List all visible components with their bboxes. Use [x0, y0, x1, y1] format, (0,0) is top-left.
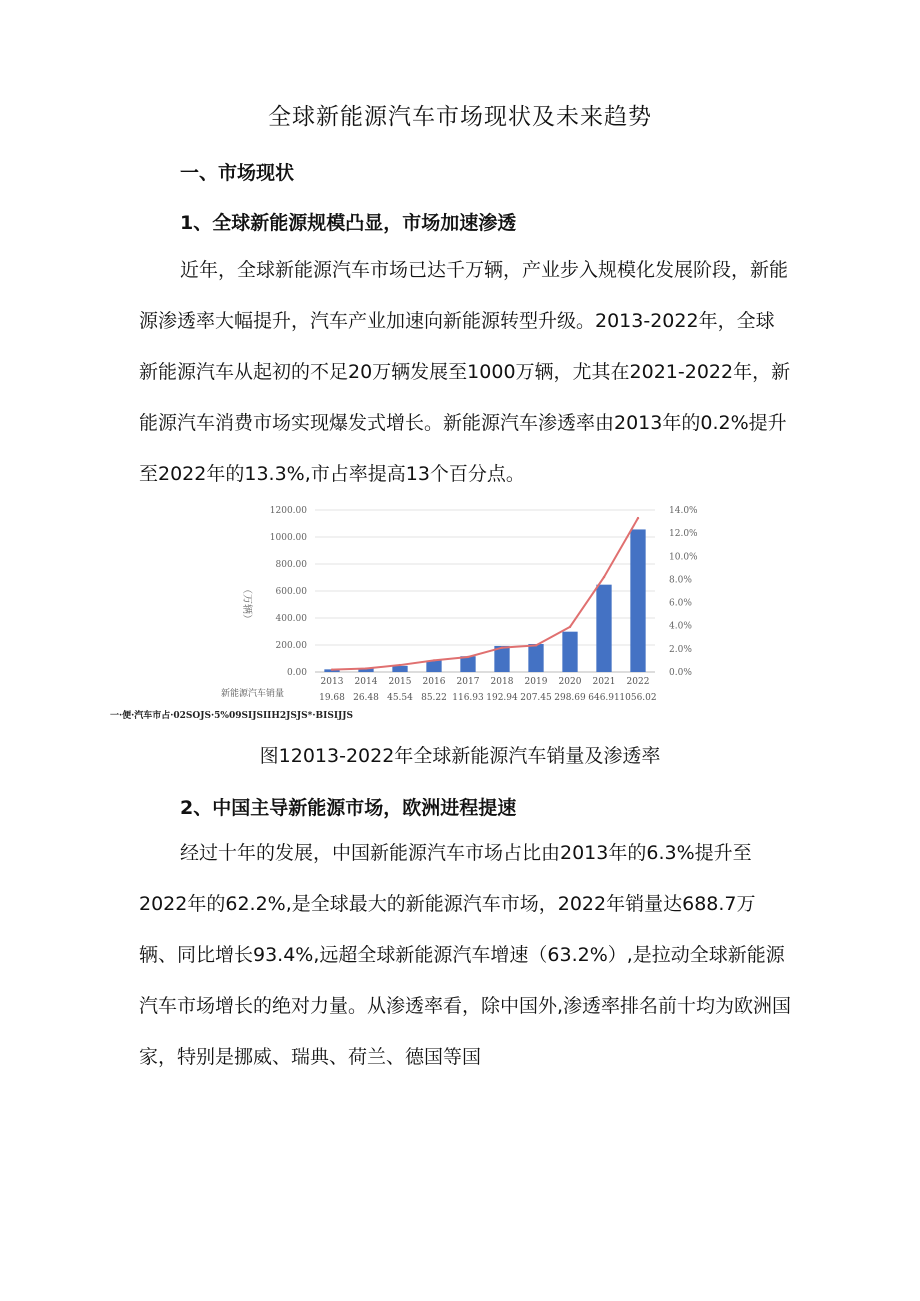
x-tick-label: 2018: [490, 677, 514, 687]
left-tick-label: 800.00: [275, 560, 307, 570]
x-tick-label: 2016: [422, 677, 446, 687]
bar-value-label: 1056.02: [619, 693, 657, 703]
line-series: [331, 517, 639, 671]
right-tick-label: 6.0%: [669, 598, 692, 609]
document-title: 全球新能源汽车市场现状及未来趋势: [268, 104, 652, 130]
y-axis-label: （万辆）: [241, 584, 252, 624]
bar: [392, 666, 407, 672]
right-tick-label: 8.0%: [669, 575, 692, 586]
paragraph-2: 经过十年的发展，中国新能源汽车市场占比由2013年的6.3%提升至2022年的62.2%,是全球最大的新能源汽车市场，2022年销量达688.7万辆、同比增长93.4%,远超全球新能源汽车增速（63.2%）,是拉动全球新能源汽车市场增长的绝对力量。从渗透率看，除中国外,渗透率排名前十均为欧洲国家，特别是挪威、瑞典、荷兰、德国等国: [139, 842, 792, 1068]
bar-value-label: 116.93: [452, 693, 484, 703]
x-tick-label: 2017: [456, 677, 480, 687]
bar-value-label: 19.68: [319, 693, 345, 703]
line-point: [569, 626, 571, 628]
line-point: [637, 517, 639, 519]
line-point: [433, 659, 435, 661]
x-tick-label: 2020: [558, 677, 582, 687]
x-tick-label: 2022: [626, 677, 650, 687]
x-tick-label: 2019: [524, 677, 548, 687]
penetration-line: [332, 518, 638, 670]
line-point: [365, 667, 367, 669]
right-tick-label: 12.0%: [669, 529, 698, 540]
right-axis-ticks: [669, 506, 698, 678]
bar-value-label: 192.94: [486, 693, 518, 703]
x-tick-label: 2013: [320, 677, 344, 687]
chart-legend-text: 一·便·汽车市占·02SOJS·5%09SIJSIIH2JSJS*·BISIJJS: [110, 711, 354, 721]
bar-value-label: 26.48: [353, 693, 379, 703]
bar: [528, 644, 543, 672]
bar: [596, 585, 611, 672]
bar-value-label: 45.54: [387, 693, 413, 703]
data-table-values: [319, 693, 656, 703]
bar: [460, 656, 475, 672]
right-tick-label: 4.0%: [669, 621, 692, 632]
subheading-2: 2、中国主导新能源市场，欧洲进程提速: [180, 797, 517, 819]
paragraph-1: 近年，全球新能源汽车市场已达千万辆，产业步入规模化发展阶段，新能源渗透率大幅提升，汽车产业加速向新能源转型升级。2013-2022年，全球新能源汽车从起初的不足20万辆发展至1000万辆，尤其在2021-2022年，新能源汽车消费市场实现爆发式增长。新能源汽车渗透率由2013年的0.2%提升至2022年的13.3%,市占率提高13个百分点。: [139, 259, 791, 485]
x-tick-label: 2021: [592, 677, 616, 687]
right-tick-label: 10.0%: [669, 552, 698, 563]
line-point: [603, 576, 605, 578]
line-point: [331, 668, 333, 670]
bar: [630, 529, 645, 672]
left-tick-label: 1200.00: [269, 506, 307, 516]
left-tick-label: 0.00: [286, 668, 307, 678]
left-tick-label: 1000.00: [269, 533, 307, 543]
series-name-label: 新能源汽车销量: [221, 689, 285, 699]
left-tick-label: 200.00: [275, 641, 307, 651]
section-heading: 一、市场现状: [180, 162, 295, 184]
line-point: [535, 644, 537, 646]
left-tick-label: 400.00: [275, 614, 307, 624]
x-tick-label: 2014: [354, 677, 378, 687]
right-tick-label: 14.0%: [669, 506, 698, 516]
line-point: [467, 656, 469, 658]
bar: [562, 632, 577, 672]
line-point: [399, 664, 401, 666]
x-tick-label: 2015: [388, 677, 412, 687]
left-tick-label: 600.00: [275, 587, 307, 597]
x-axis-ticks: [321, 677, 650, 687]
bar-series: [324, 529, 645, 672]
figure-caption: 图12013-2022年全球新能源汽车销量及渗透率: [259, 745, 661, 767]
subheading-1: 1、全球新能源规模凸显，市场加速渗透: [180, 212, 517, 234]
sales-penetration-chart: [110, 496, 700, 722]
left-axis-ticks: [270, 506, 307, 678]
bar-value-label: 646.91: [588, 693, 620, 703]
bar: [426, 660, 441, 672]
right-tick-label: 2.0%: [669, 644, 692, 655]
bar-value-label: 298.69: [554, 693, 586, 703]
right-tick-label: 0.0%: [669, 668, 692, 678]
bar-value-label: 207.45: [520, 693, 552, 703]
bar-value-label: 85.22: [421, 693, 447, 703]
line-point: [501, 647, 503, 649]
